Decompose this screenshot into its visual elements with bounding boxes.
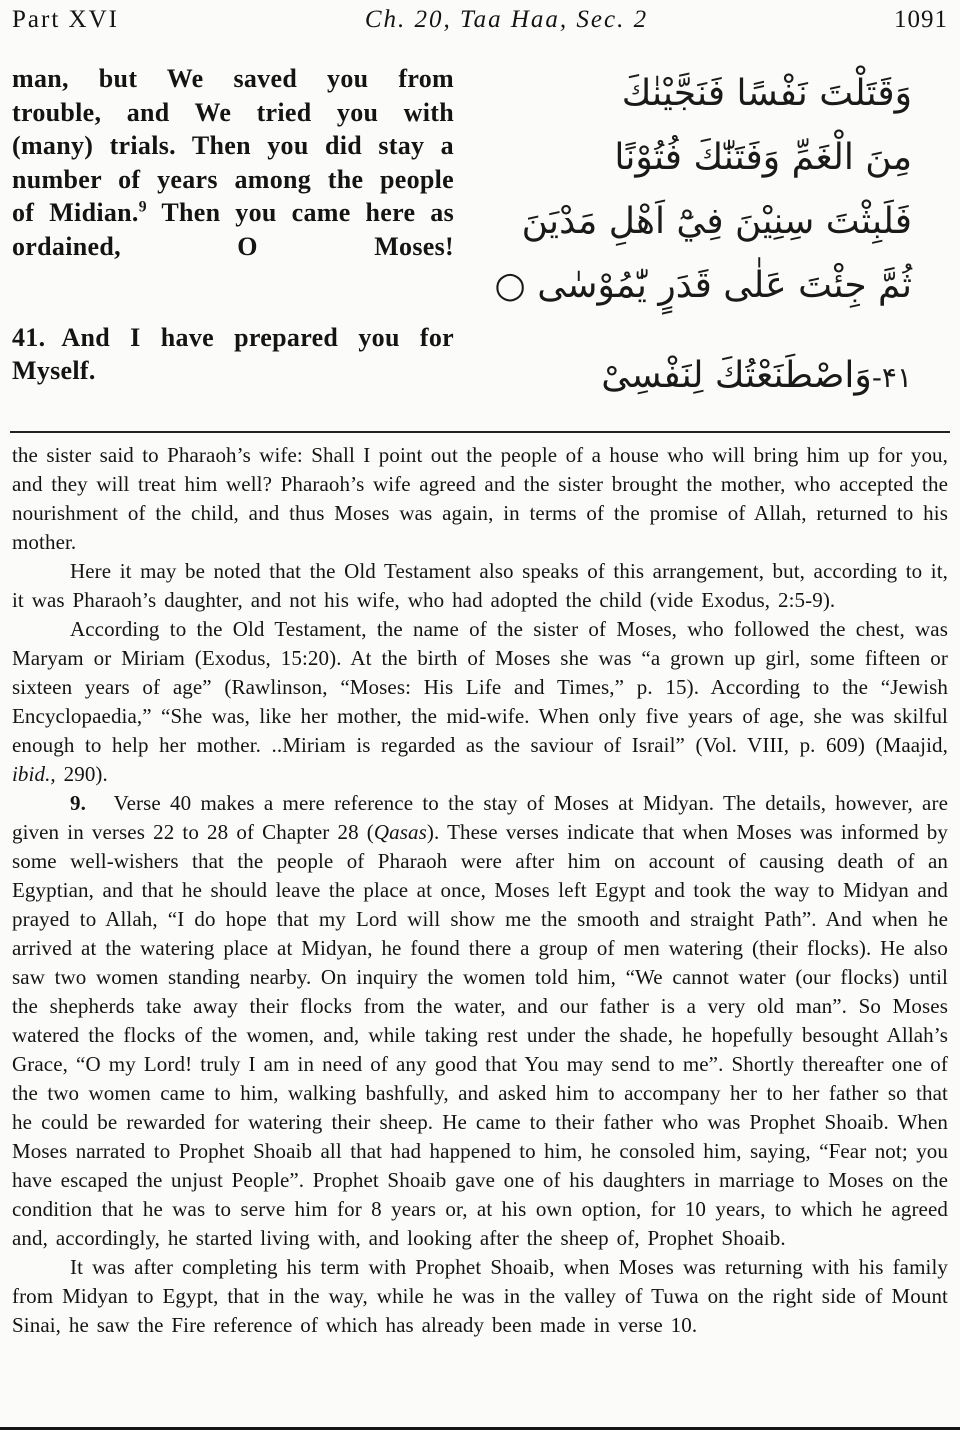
header-page-number: 1091 — [894, 6, 948, 33]
arabic-line-2: مِنَ الْغَمِّ وَفَتَنّٰكَ فُتُوْنًا — [614, 137, 912, 178]
header-part-label: Part XVI — [12, 6, 119, 33]
page-header — [12, 6, 948, 34]
arabic-verse-41-number: ۴۱- — [871, 361, 912, 394]
arabic-line-4: ثُمَّ جِئْتَ عَلٰى قَدَرٍ يّٰمُوْسٰى ○ — [494, 265, 912, 306]
arabic-column — [454, 62, 948, 421]
arabic-line-1: وَقَتَلْتَ نَفْسًا فَنَجَّيْنٰكَ — [621, 73, 912, 114]
verse-section — [12, 62, 948, 421]
commentary-section — [12, 441, 948, 1340]
commentary-paragraph-1: the sister said to Pharaoh’s wife: Shall I point out the people of a house who will bring him up for you, and they will treat him well? Pharaoh’s wife agreed and the sister brought the mother, who accepted the nourishment of the child, and thus Moses was again, in terms of the promise of Allah, returned to his mother. — [12, 443, 948, 554]
commentary-paragraph-4: 9. Verse 40 makes a mere reference to the stay of Moses at Midyan. The details, however, are given in verses 22 to 28 of Chapter 28 (Qasas). These verses indicate that when Moses was informed by some well-wishers that the people of Pharaoh were after him on account of causing death of an Egyptian, and that he should leave the place at once, Moses left Egypt and took the way to Midyan and prayed to Allah, “I do hope that my Lord will show me the smooth and straight Path”. And when he arrived at the watering place at Midyan, he found there a group of men watering (their flocks). He also saw two women standing nearby. On inquiry the women told him, “We cannot water (our flocks) until the shepherds take away their flocks from the water, and our father is a very old man”. So Moses watered the flocks of the women, and, while taking rest under the shade, he hopefully besought Allah’s Grace, “O my Lord! truly I am in need of any good that You may send to me”. Shortly thereafter one of the two women came to him, walking bashfully, and asked him to accompany her to her father so that he could be rewarded for watering their sheep. He came to their father who was Prophet Shoaib. When Moses narrated to Prophet Shoaib all that had happened to him, he consoled him, saying, “Fear not; you have escaped the unjust People”. Prophet Shoaib gave one of his daughters in marriage to Moses on the condition that he was to serve him for 8 years or, at his own option, for 10 years, to which he agreed and, accordingly, he started living with, and looking after the sheep of, Prophet Shoaib. — [12, 791, 948, 1250]
english-translation-column — [12, 62, 454, 421]
commentary-paragraph-2: Here it may be noted that the Old Testament also speaks of this arrangement, but, according to it, it was Pharaoh’s daughter, and not his wife, who had adopted the child (vide Exodus, 2:5-9). — [12, 559, 948, 612]
arabic-line-3: فَلَبِثْتَ سِنِيْنَ فِيْٓ اَهْلِ مَدْيَنَ — [521, 201, 912, 242]
arabic-verse-41 — [454, 344, 912, 410]
header-chapter-title: Ch. 20, Taa Haa, Sec. 2 — [364, 6, 649, 33]
footnote-separator-rule — [10, 431, 950, 433]
verse-41-translation — [12, 321, 454, 422]
verse-40-translation: man, but We saved you from trouble, and We tried you with (many) trials. Then you did stay a number of years among the people of Midian.$^9$ Then you came here as ordained, O Moses! — [12, 64, 454, 261]
verse-41-number: 41. — [12, 322, 46, 352]
commentary-paragraph-5: It was after completing his term with Prophet Shoaib, when Moses was returning with his family from Midyan to Egypt, that in the way, while he was in the valley of Tuwa on the right side of Mount Sinai, he saw the Fire reference of which has already been made in verse 10. — [12, 1255, 948, 1337]
arabic-verse-41-text: وَاصْطَنَعْتُكَ لِنَفْسِىْ — [601, 355, 872, 396]
verse-41-text: And I have prepared you for Myself. — [12, 322, 454, 385]
commentary-paragraph-3: According to the Old Testament, the name of the sister of Moses, who followed the chest, was Maryam or Miriam (Exodus, 15:20). At the birth of Moses she was “a grown up girl, some fifteen or sixteen years of age” (Rawlinson, “Moses: His Life and Times,” p. 15). According to the “Jewish Encyclopaedia,” “She was, like her mother, the mid-wife. When only five years of age, she was skilful enough to help her mother. ..Miriam is regarded as the saviour of Israil” (Vol. VIII, p. 609) (Maajid, ibid., 290). — [12, 617, 948, 786]
